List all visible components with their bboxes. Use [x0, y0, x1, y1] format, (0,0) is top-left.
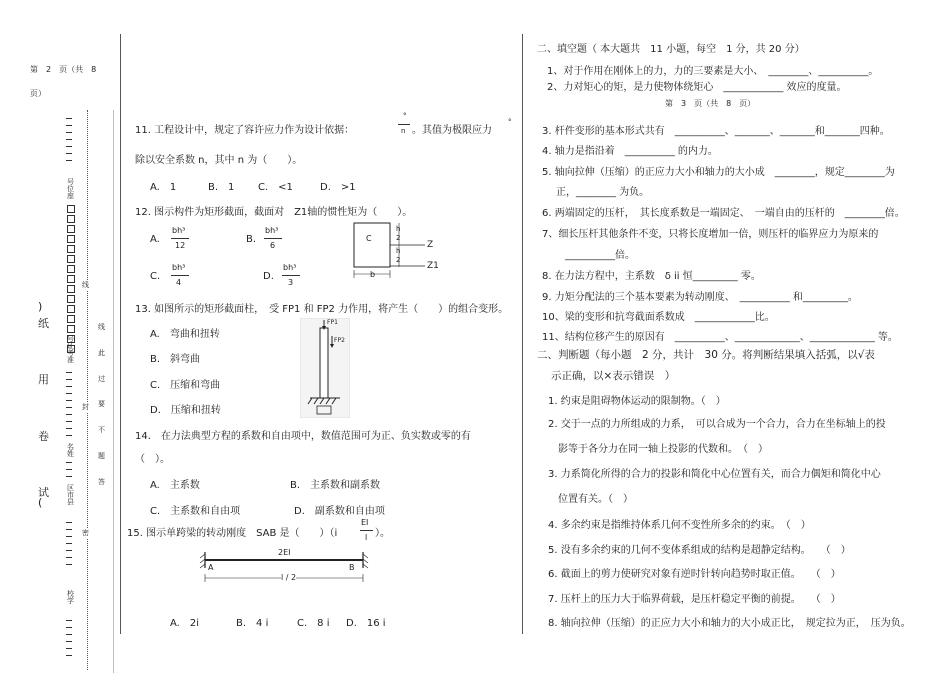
q11-frac-bot: n: [401, 127, 406, 135]
fill-q5-cont: 正，________ 为负。: [556, 187, 650, 198]
q15-option-a: A. 2i: [170, 618, 199, 629]
judge-q3: 3. 力系简化所得的合力的投影和简化中心位置有关，而合力偶矩和简化中心: [548, 469, 881, 480]
q12-option-c-num: bh³: [172, 263, 186, 272]
q12-fig-h-top: h: [396, 225, 401, 233]
q12-stem: 12. 图示构件为矩形截面，截面对 Z1轴的惯性矩为（ ）。: [135, 207, 413, 218]
margin-border: [113, 110, 114, 673]
q11-fraction-bar: [398, 124, 410, 125]
margin-big-char: 纸: [38, 317, 49, 330]
q14-option-a: A. 主系数: [150, 480, 200, 491]
fill-q6: 6. 两端固定的压杆， 其长度系数是一端固定、 一端自由的压杆的 ________倍。: [542, 208, 905, 219]
fill-q3: 3. 杆件变形的基本形式共有 __________、_______、_______和_______四种。: [542, 126, 890, 137]
cut-line: [87, 110, 88, 670]
seat-boxes: [67, 205, 75, 355]
fill-q9: 9. 力矩分配法的三个基本要素为转动刚度、 __________ 和_________。: [542, 292, 858, 303]
judge-q5: 5. 没有多余约束的几何不变体系组成的结构是超静定结构。 （ ）: [548, 545, 851, 556]
q11-sym: °: [508, 118, 512, 126]
q12-fig-c: C: [366, 234, 372, 243]
margin-big-char: ): [38, 300, 43, 313]
name-label: 名姓: [66, 443, 75, 457]
judge-q1: 1. 约束是阻碍物体运动的限制物。（ ）: [548, 396, 726, 407]
judge-q7: 7. 压杆上的压力大于临界荷载，是压杆稳定平衡的前提。 （ ）: [548, 594, 841, 605]
q12-option-b-den: 6: [270, 241, 276, 250]
q12-fig-2-bot: 2: [396, 256, 401, 264]
q13-option-a: A. 弯曲和扭转: [150, 329, 220, 340]
fill-q10: 10、梁的变形和抗弯截面系数成 ____________比。: [542, 312, 775, 323]
margin-big-char: 卷: [38, 430, 49, 443]
judge-q3-cont: 位置有关。（ ）: [558, 494, 633, 505]
q14-line1: 14. 在力法典型方程的系数和自由项中，数值范围可为正、负实数或零的有: [135, 431, 471, 442]
margin-big-char: 用: [38, 373, 49, 386]
q15-option-b: B. 4 i: [236, 618, 269, 629]
q11-frac-top: °: [403, 112, 407, 120]
margin-dash-column: [66, 522, 74, 571]
q12-option-c-bar: [171, 275, 189, 276]
margin-dash-column: [66, 620, 74, 662]
no-answer-char: 过: [98, 375, 105, 383]
q11-tail: 。其值为极限应力: [412, 125, 492, 136]
q13-fig-fp2: FP2: [334, 337, 345, 344]
fill-q11: 11、结构位移产生的原因有 __________、_____________、_____________ 等。: [542, 332, 898, 343]
q15-option-c: C. 8 i: [297, 618, 330, 629]
q12-fig-b: b: [370, 270, 376, 279]
q12-option-a-den: 12: [175, 241, 186, 250]
page-number-left: 第 2 页（共 8: [30, 65, 97, 74]
q14-option-d: D. 副系数和自由项: [294, 506, 385, 517]
q13-option-b: B. 斜弯曲: [150, 354, 201, 365]
q14-line2: （ ）。: [135, 454, 170, 465]
judge-q6: 6. 截面上的剪力使研究对象有逆时针转向趋势时取正值。 （ ）: [548, 569, 841, 580]
exam-number-label: 号证考准: [66, 335, 75, 363]
q11-option-d: D. >1: [320, 182, 356, 193]
seal-word: 封: [82, 403, 89, 411]
page-number-left-suffix: 页）: [30, 89, 46, 98]
margin-big-char: 试: [38, 486, 49, 499]
q11-line2: 除以安全系数 n，其中 n 为（ ）。: [135, 155, 303, 166]
fill-q7-cont: __________倍。: [565, 250, 635, 261]
q15-stem: 15. 图示单跨梁的转动刚度 SAB 是（ ）（i: [127, 528, 338, 539]
q12-option-b-bar: [264, 238, 282, 239]
q15-fig-b: B: [349, 563, 355, 572]
seat-label: 号位座: [66, 178, 75, 199]
q12-option-c-den: 4: [176, 278, 182, 287]
q12-fig-z: Z: [427, 240, 434, 250]
q13-stem: 13. 如图所示的矩形截面柱， 受 FP1 和 FP2 力作用，将产生（ ）的组合变形。: [135, 304, 509, 315]
judge-q4: 4. 多余约束是指维持体系几何不变性所多余的约束。 （ ）: [548, 520, 811, 531]
judge-q2: 2. 交于一点的力所组成的力系， 可以合成为一个合力，合力在坐标轴上的投: [548, 419, 886, 430]
q15-fig-ei: 2EI: [278, 548, 291, 557]
q14-option-b: B. 主系数和副系数: [290, 480, 381, 491]
no-answer-char: 要: [98, 400, 105, 408]
judge-q2-cont: 影等于各分力在同一轴上投影的代数和。 （ ）: [558, 444, 768, 455]
q12-option-d-num: bh³: [283, 263, 297, 272]
q12-option-a-bar: [171, 238, 189, 239]
margin-dash-column: [66, 462, 74, 483]
fill-q7: 7、细长压杆其他条件不变，只将长度增加一倍，则压杆的临界应力为原来的: [542, 229, 879, 240]
q12-section-figure: [345, 218, 445, 288]
margin-dash-column: [66, 372, 74, 442]
q11-option-b: B. 1: [208, 182, 235, 193]
column-border-left: [120, 34, 121, 634]
fill-q2: 2、力对矩心的矩，是力使物体绕矩心 ____________ 效应的度量。: [547, 82, 847, 93]
q14-option-c: C. 主系数和自由项: [150, 506, 241, 517]
page-number-middle: 第 3 页（共 8 页）: [665, 99, 756, 108]
district-label: 区市县: [66, 484, 75, 505]
section-judge-title: 二、判断题（每小题 2 分，共计 30 分。将判断结果填入括弧，以√表: [537, 349, 875, 361]
section-judge-title-cont: 示正确，以×表示错误 ）: [551, 370, 676, 382]
no-answer-char: 答: [98, 478, 105, 486]
q15-frac-num: EI: [361, 518, 369, 527]
fill-q8: 8. 在力法方程中，主系数 δ ii 恒_________ 零。: [542, 271, 761, 282]
q13-option-c: C. 压缩和弯曲: [150, 380, 221, 391]
column-divider: [522, 34, 523, 634]
q13-fig-fp1: FP1: [327, 319, 338, 326]
judge-q8: 8. 轴向拉伸（压缩）的正应力大小和轴力的大小成正比， 规定拉为正， 压为负。: [548, 618, 911, 629]
q15-tail: ）。: [375, 528, 390, 539]
q15-fig-a: A: [208, 563, 214, 572]
seal-word: 密: [82, 529, 89, 537]
q12-option-b-num: bh³: [265, 226, 279, 235]
q12-option-a-num: bh³: [172, 226, 186, 235]
q12-fig-z1: Z1: [427, 261, 439, 271]
school-label: 校学: [66, 590, 75, 604]
q12-option-d-bar: [282, 275, 300, 276]
fill-q4: 4. 轴力是指沿着 __________ 的内力。: [542, 146, 718, 157]
seal-word: 线: [82, 281, 89, 289]
no-answer-char: 此: [98, 349, 105, 357]
q12-fig-h-bot: h: [396, 247, 401, 255]
no-answer-char: 题: [98, 452, 105, 460]
no-answer-char: 线: [98, 323, 105, 331]
q13-column-figure: [300, 318, 350, 418]
q15-fig-length: l / 2: [281, 573, 297, 582]
fill-q1: 1、对于作用在刚体上的力，力的三要素是大小、 ________、__________。: [547, 66, 879, 77]
q13-option-d: D. 压缩和扭转: [150, 405, 221, 416]
q12-option-d-label: D.: [263, 271, 274, 282]
q12-option-c-label: C.: [150, 271, 161, 282]
margin-dash-column: [66, 118, 74, 167]
q12-option-a-label: A.: [150, 234, 160, 245]
q15-frac-den: l: [365, 533, 368, 542]
q12-fig-2-top: 2: [396, 234, 401, 242]
q15-fraction-bar: [360, 530, 373, 531]
q11-line1: 11. 工程设计中，规定了容许应力作为设计依据：: [135, 125, 355, 136]
q11-option-a: A. 1: [150, 182, 177, 193]
q12-option-d-den: 3: [288, 278, 294, 287]
margin-big-char: (: [38, 496, 43, 509]
q12-option-b-label: B.: [246, 234, 257, 245]
fill-q5: 5. 轴向拉伸（压缩）的正应力大小和轴力的大小成 ________，规定________为: [542, 167, 895, 178]
section-fill-title: 二、填空题（ 本大题共 11 小题，每空 1 分，共 20 分）: [537, 44, 805, 55]
q11-option-c: C. <1: [258, 182, 293, 193]
q15-option-d: D. 16 i: [346, 618, 386, 629]
no-answer-char: 不: [98, 426, 105, 434]
